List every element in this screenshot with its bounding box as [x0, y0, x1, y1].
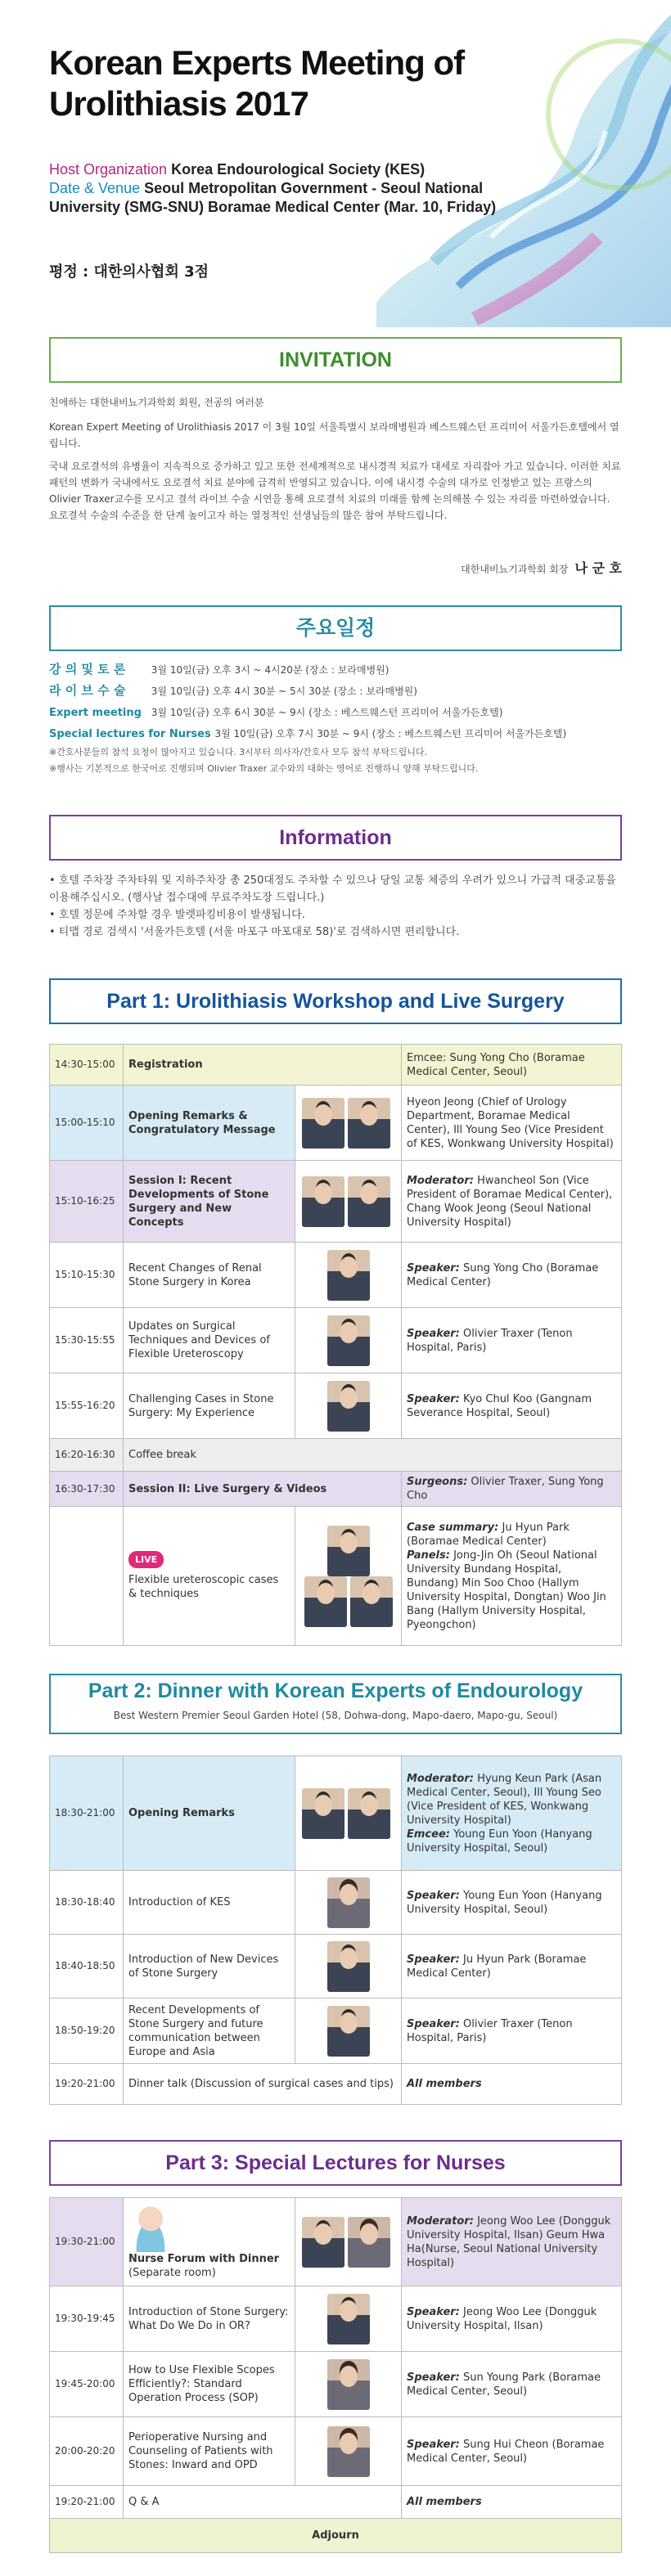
- speaker-photo: [302, 2217, 345, 2268]
- table-row: [50, 2198, 622, 2286]
- speaker-photo: [302, 1098, 345, 1149]
- schedule-row: [49, 681, 622, 702]
- time-cell: 19:30-19:45: [50, 2286, 124, 2352]
- score-text: 평정 : 대한의사협회 3점: [49, 263, 209, 281]
- topic-cell: Session II: Live Surgery & Videos: [124, 1472, 402, 1507]
- photo-cell: [295, 1086, 402, 1161]
- venue-label: Date & Venue: [49, 180, 141, 196]
- time-cell: 15:10-15:30: [50, 1243, 124, 1308]
- speaker-photo: [348, 1098, 390, 1149]
- schedule-row: [49, 723, 622, 744]
- invitation-p1: Korean Expert Meeting of Urolithiasis 2017 이 3월 10일 서울특별시 보라매병원과 베스트웨스턴 프리미어 서울가든호텔에서 열립니다.: [49, 421, 619, 449]
- table-row: [50, 1756, 622, 1871]
- speaker-cell: [402, 1308, 622, 1373]
- photo-cell: [295, 1998, 402, 2064]
- photo-cell: [295, 1507, 402, 1646]
- speaker-cell: Emcee: Sung Yong Cho (Boramae Medical Center, Seoul): [402, 1045, 622, 1086]
- topic-text: Flexible ureteroscopic cases & techniques: [128, 1574, 279, 1600]
- time-cell: 20:00-20:20: [50, 2417, 124, 2486]
- part1-heading: Part 1: Urolithiasis Workshop and Live Surgery: [49, 978, 622, 1024]
- speaker-photo: [327, 1526, 370, 1576]
- schedule-note: ※간호사분들의 참석 요청이 많아지고 있습니다. 3시부터 의사자/간호사 모두 참석 부탁드립니다.: [49, 747, 428, 758]
- speaker-photo: [327, 1877, 370, 1928]
- photo-cell: [295, 1308, 402, 1373]
- panels-names: Jong-Jin Oh (Seoul National University Bundang Hospital, Bundang) Min Soo Choo (Hallym University Hospital, Dongtan) Woo Jin Bang (Hallym University Hospital, Pyeongchon): [407, 1549, 606, 1631]
- table-row: [50, 1161, 622, 1243]
- topic-sub: (Separate room): [128, 2266, 216, 2279]
- table-row: [50, 1086, 622, 1161]
- photo-cell: [295, 1935, 402, 1998]
- topic-cell: Challenging Cases in Stone Surgery: My Experience: [124, 1373, 295, 1439]
- page-title: Korean Experts Meeting of Urolithiasis 2017: [49, 43, 465, 123]
- speaker-photo: [348, 1176, 390, 1227]
- moderator-label: Moderator:: [407, 1174, 474, 1187]
- time-cell: 16:30-17:30: [50, 1472, 124, 1507]
- schedule-note: ※행사는 기본적으로 한국어로 진행되며 Olivier Traxer 교수와의 대화는 영어로 진행하니 양해 부탁드립니다.: [49, 763, 479, 774]
- topic-cell: [124, 1507, 295, 1646]
- schedule-heading: 주요일정: [49, 605, 622, 651]
- surgeons-names: Olivier Traxer, Sung Yong Cho: [407, 1476, 604, 1502]
- speaker-label: Speaker:: [407, 1392, 460, 1405]
- info-item: • 호텔 주차장 주차타워 및 지하주차장 총 250대정도 주차할 수 있으나 당일 교통 체증의 우려가 있으니 가급적 대중교통을 이용해주십시오. (행사날 접수대에 무료주차도장 드립니다.): [49, 874, 616, 904]
- time-cell: 15:00-15:10: [50, 1086, 124, 1161]
- nurse-icon: [128, 2205, 173, 2252]
- speaker-photo: [304, 1576, 347, 1627]
- speaker-cell: [402, 2417, 622, 2486]
- table-row: [50, 1373, 622, 1439]
- topic-cell: Recent Developments of Stone Surgery and future communication between Europe and Asia: [124, 1998, 295, 2064]
- part3-table: [49, 2197, 622, 2553]
- speaker-label: Speaker:: [407, 1953, 460, 1966]
- moderator-names: Hyung Keun Park (Asan Medical Center, Seoul), Ill Young Seo (Vice President of KES, Wonkwang University Hospital): [407, 1772, 602, 1827]
- speaker-cell: [402, 1871, 622, 1935]
- adjourn-cell: Adjourn: [50, 2519, 622, 2553]
- speaker-name: Olivier Traxer (Tenon Hospital, Paris): [407, 1327, 573, 1354]
- live-badge: LIVE: [128, 1551, 164, 1568]
- topic-cell: Recent Changes of Renal Stone Surgery in Korea: [124, 1243, 295, 1308]
- topic-cell: Introduction of New Devices of Stone Surgery: [124, 1935, 295, 1998]
- schedule-value: 3월 10일(금) 오후 6시 30분 ~ 9시 (장소 : 베스트웨스턴 프리미어 서울가든호텔): [151, 707, 503, 718]
- speaker-label: Speaker:: [407, 1261, 460, 1275]
- moderator-names: Jeong Woo Lee (Dongguk University Hospital, Ilsan) Geum Hwa Ha(Nurse, Seoul National University Hospital): [407, 2214, 611, 2269]
- table-row: [50, 2486, 622, 2519]
- information-list: [49, 872, 622, 941]
- schedule-key: Special lectures for Nurses: [49, 728, 211, 740]
- info-item: • 티맵 경로 검색시 '서울가든호텔 (서울 마포구 마포대로 58)'로 검색하시면 편리합니다.: [49, 926, 460, 938]
- time-cell: 19:30-21:00: [50, 2198, 124, 2286]
- topic-cell: Introduction of Stone Surgery: What Do We Do in OR?: [124, 2286, 295, 2352]
- speaker-cell: [402, 1243, 622, 1308]
- speaker-photo: [350, 1576, 393, 1627]
- table-row: [50, 2352, 622, 2417]
- time-cell: 19:20-21:00: [50, 2486, 124, 2519]
- speaker-label: Speaker:: [407, 2305, 460, 2318]
- speaker-photo: [348, 1788, 390, 1839]
- part2-title: Part 2: Dinner with Korean Experts of Endourology: [88, 1679, 583, 1702]
- host-label: Host Organization: [49, 161, 168, 178]
- photo-cell: [295, 2417, 402, 2486]
- photo-cell: [295, 1373, 402, 1439]
- photo-cell: [295, 2352, 402, 2417]
- speaker-photo: [327, 2426, 370, 2477]
- speaker-name: Kyo Chul Koo (Gangnam Severance Hospital, Seoul): [407, 1392, 592, 1419]
- table-row: [50, 1871, 622, 1935]
- speaker-photo: [327, 1250, 370, 1301]
- speaker-photo: [327, 2006, 370, 2057]
- topic-cell: How to Use Flexible Scopes Efficiently?: Standard Operation Process (SOP): [124, 2352, 295, 2417]
- greeting: 친애하는 대한내비뇨기과학회 회원, 전공의 여러분: [49, 397, 264, 408]
- speaker-name: Olivier Traxer (Tenon Hospital, Paris): [407, 2017, 573, 2044]
- topic-cell: Coffee break: [124, 1439, 622, 1472]
- speaker-photo: [302, 1788, 345, 1839]
- speaker-photo: [302, 1176, 345, 1227]
- speaker-photo: [327, 2294, 370, 2344]
- topic-cell: Dinner talk (Discussion of surgical cases and tips): [124, 2064, 402, 2105]
- speaker-cell: [402, 1161, 622, 1243]
- time-cell: 15:30-15:55: [50, 1308, 124, 1373]
- speaker-label: Speaker:: [407, 1889, 460, 1902]
- time-cell: 18:50-19:20: [50, 1998, 124, 2064]
- schedule-key: 라 이 브 수 술: [49, 683, 126, 698]
- topic-cell: Introduction of KES: [124, 1871, 295, 1935]
- table-row: [50, 2286, 622, 2352]
- table-row: [50, 1243, 622, 1308]
- time-cell: 19:45-20:00: [50, 2352, 124, 2417]
- speaker-cell: [402, 1756, 622, 1871]
- part2-heading: [49, 1674, 622, 1734]
- topic-cell: Registration: [124, 1045, 402, 1086]
- speaker-name: Jeong Woo Lee (Dongguk University Hospital, Ilsan): [407, 2305, 597, 2332]
- part1-table: [49, 1044, 622, 1646]
- sign-role: 대한내비뇨기과학회 회장: [461, 564, 569, 575]
- signature: [461, 558, 622, 577]
- speaker-cell: All members: [402, 2064, 622, 2105]
- topic-cell: [124, 2198, 295, 2286]
- table-row: [50, 1935, 622, 1998]
- event-meta: [49, 160, 507, 217]
- table-row: [50, 1507, 622, 1646]
- table-row: [50, 1472, 622, 1507]
- table-row: [50, 1998, 622, 2064]
- venue-value: Seoul Metropolitan Government - Seoul National University (SMG-SNU) Boramae Medical Center (Mar. 10, Friday): [49, 180, 497, 215]
- photo-cell: [295, 1756, 402, 1871]
- speaker-name: Sung Hui Cheon (Boramae Medical Center, Seoul): [407, 2438, 605, 2465]
- speaker-photo: [348, 2217, 390, 2268]
- moderator-names: Hwancheol Son (Vice President of Boramae Medical Center), Chang Wook Jeong (Seoul National University Hospital): [407, 1174, 613, 1229]
- invitation-heading: INVITATION: [49, 337, 622, 383]
- emcee-label: Emcee:: [407, 1827, 450, 1841]
- schedule-value: 3월 10일(금) 오후 3시 ~ 4시20분 (장소 : 보라매병원): [151, 664, 390, 676]
- speaker-cell: [402, 2286, 622, 2352]
- speaker-cell: [402, 1935, 622, 1998]
- table-row: [50, 2417, 622, 2486]
- speaker-photo: [327, 2359, 370, 2410]
- speaker-cell: [402, 1998, 622, 2064]
- schedule-value: 3월 10일(금) 오후 7시 30분 ~ 9시 (장소 : 베스트웨스턴 프리미어 서울가든호텔): [214, 728, 567, 740]
- part2-table: [49, 1756, 622, 2105]
- topic-cell: Q & A: [124, 2486, 402, 2519]
- moderator-label: Moderator:: [407, 2214, 474, 2228]
- photo-cell: [295, 1871, 402, 1935]
- speaker-name: Ju Hyun Park (Boramae Medical Center): [407, 1953, 587, 1980]
- schedule-row: [49, 659, 622, 681]
- panels-label: Panels:: [407, 1549, 450, 1562]
- part2-venue: Best Western Premier Seoul Garden Hotel (58, Dohwa-dong, Mapo-daero, Mapo-gu, Seoul): [113, 1710, 558, 1721]
- speaker-photo: [327, 1381, 370, 1432]
- invitation-p2: 국내 요로결석의 유병율이 지속적으로 증가하고 있고 또한 전세계적으로 내시경적 치료가 대세로 자리잡아 가고 있습니다. 이러한 치료패턴의 변화가 국내에서도 요로결석 치료 분야에 급격히 반영되고 있습니다. 이에 내시경 수술의 대가로 인정받고 있는 프랑스의 Olivier Traxer교수를 모시고 결석 라이브 수술 시연을 통해 요로결석 치료의 미래를 함께 논의해볼 수 있는 자리를 마련하였습니다. 요로결석 수술의 수준을 한 단계 높이고자 하는 열정적인 선생님들의 많은 참여 부탁드립니다.: [49, 461, 621, 521]
- speaker-cell: [402, 2352, 622, 2417]
- table-row: [50, 1308, 622, 1373]
- time-cell: 18:30-21:00: [50, 1756, 124, 1871]
- speaker-name: Sung Yong Cho (Boramae Medical Center): [407, 1261, 599, 1288]
- host-value: Korea Endourological Society (KES): [171, 161, 426, 178]
- topic-text: Nurse Forum with Dinner: [128, 2252, 280, 2265]
- schedule-key: Expert meeting: [49, 707, 142, 719]
- topic-cell: Opening Remarks & Congratulatory Message: [124, 1086, 295, 1161]
- speaker-cell: All members: [402, 2486, 622, 2519]
- schedule-list: [49, 659, 622, 777]
- time-cell: 14:30-15:00: [50, 1045, 124, 1086]
- speaker-label: Speaker:: [407, 1327, 460, 1340]
- time-cell: 18:30-18:40: [50, 1871, 124, 1935]
- time-cell: 16:20-16:30: [50, 1439, 124, 1472]
- table-row: [50, 1045, 622, 1086]
- part3-heading: Part 3: Special Lectures for Nurses: [49, 2140, 622, 2186]
- information-heading: Information: [49, 815, 622, 861]
- speaker-name: Sun Young Park (Boramae Medical Center, Seoul): [407, 2371, 601, 2398]
- time-cell: 19:20-21:00: [50, 2064, 124, 2105]
- emcee-name: Young Eun Yoon (Hanyang University Hospital, Seoul): [407, 1827, 592, 1854]
- speaker-label: Speaker:: [407, 2371, 460, 2384]
- speaker-name: Young Eun Yoon (Hanyang University Hospital, Seoul): [407, 1889, 602, 1916]
- schedule-row: [49, 702, 622, 723]
- topic-cell: Session I: Recent Developments of Stone Surgery and New Concepts: [124, 1161, 295, 1243]
- table-row: [50, 1439, 622, 1472]
- moderator-label: Moderator:: [407, 1772, 474, 1785]
- speaker-cell: [402, 1507, 622, 1646]
- time-cell: 15:10-16:25: [50, 1161, 124, 1243]
- speaker-cell: Hyeon Jeong (Chief of Urology Department, Boramae Medical Center), Ill Young Seo (Vice President of KES, Wonkwang University Hospital): [402, 1086, 622, 1161]
- table-row: [50, 2519, 622, 2553]
- schedule-value: 3월 10일(금) 오후 4시 30분 ~ 5시 30분 (장소 : 보라매병원): [151, 686, 417, 697]
- info-item: • 호텔 정문에 주차할 경우 발렛파킹비용이 발생됩니다.: [49, 909, 305, 921]
- photo-cell: [295, 2198, 402, 2286]
- hero: [0, 0, 671, 327]
- topic-cell: Updates on Surgical Techniques and Devices of Flexible Ureteroscopy: [124, 1308, 295, 1373]
- speaker-label: Speaker:: [407, 2017, 460, 2030]
- speaker-cell: [402, 1373, 622, 1439]
- speaker-cell: [402, 1472, 622, 1507]
- speaker-photo: [327, 1315, 370, 1366]
- speaker-cell: [402, 2198, 622, 2286]
- topic-cell: Opening Remarks: [124, 1756, 295, 1871]
- photo-cell: [295, 1243, 402, 1308]
- time-cell: 15:55-16:20: [50, 1373, 124, 1439]
- speaker-label: Speaker:: [407, 2438, 460, 2451]
- photo-cell: [295, 2286, 402, 2352]
- schedule-key: 강 의 및 토 론: [49, 662, 126, 677]
- sign-name: 나 군 호: [574, 560, 622, 576]
- surgeons-label: Surgeons:: [407, 1476, 468, 1488]
- table-row: [50, 2064, 622, 2105]
- speaker-photo: [327, 1941, 370, 1992]
- time-cell: 18:40-18:50: [50, 1935, 124, 1998]
- photo-cell: [295, 1161, 402, 1243]
- case-names: Ju Hyun Park (Boramae Medical Center): [407, 1521, 570, 1548]
- time-cell: [50, 1507, 124, 1646]
- case-label: Case summary:: [407, 1521, 499, 1534]
- topic-cell: Perioperative Nursing and Counseling of Patients with Stones: Inward and OPD: [124, 2417, 295, 2486]
